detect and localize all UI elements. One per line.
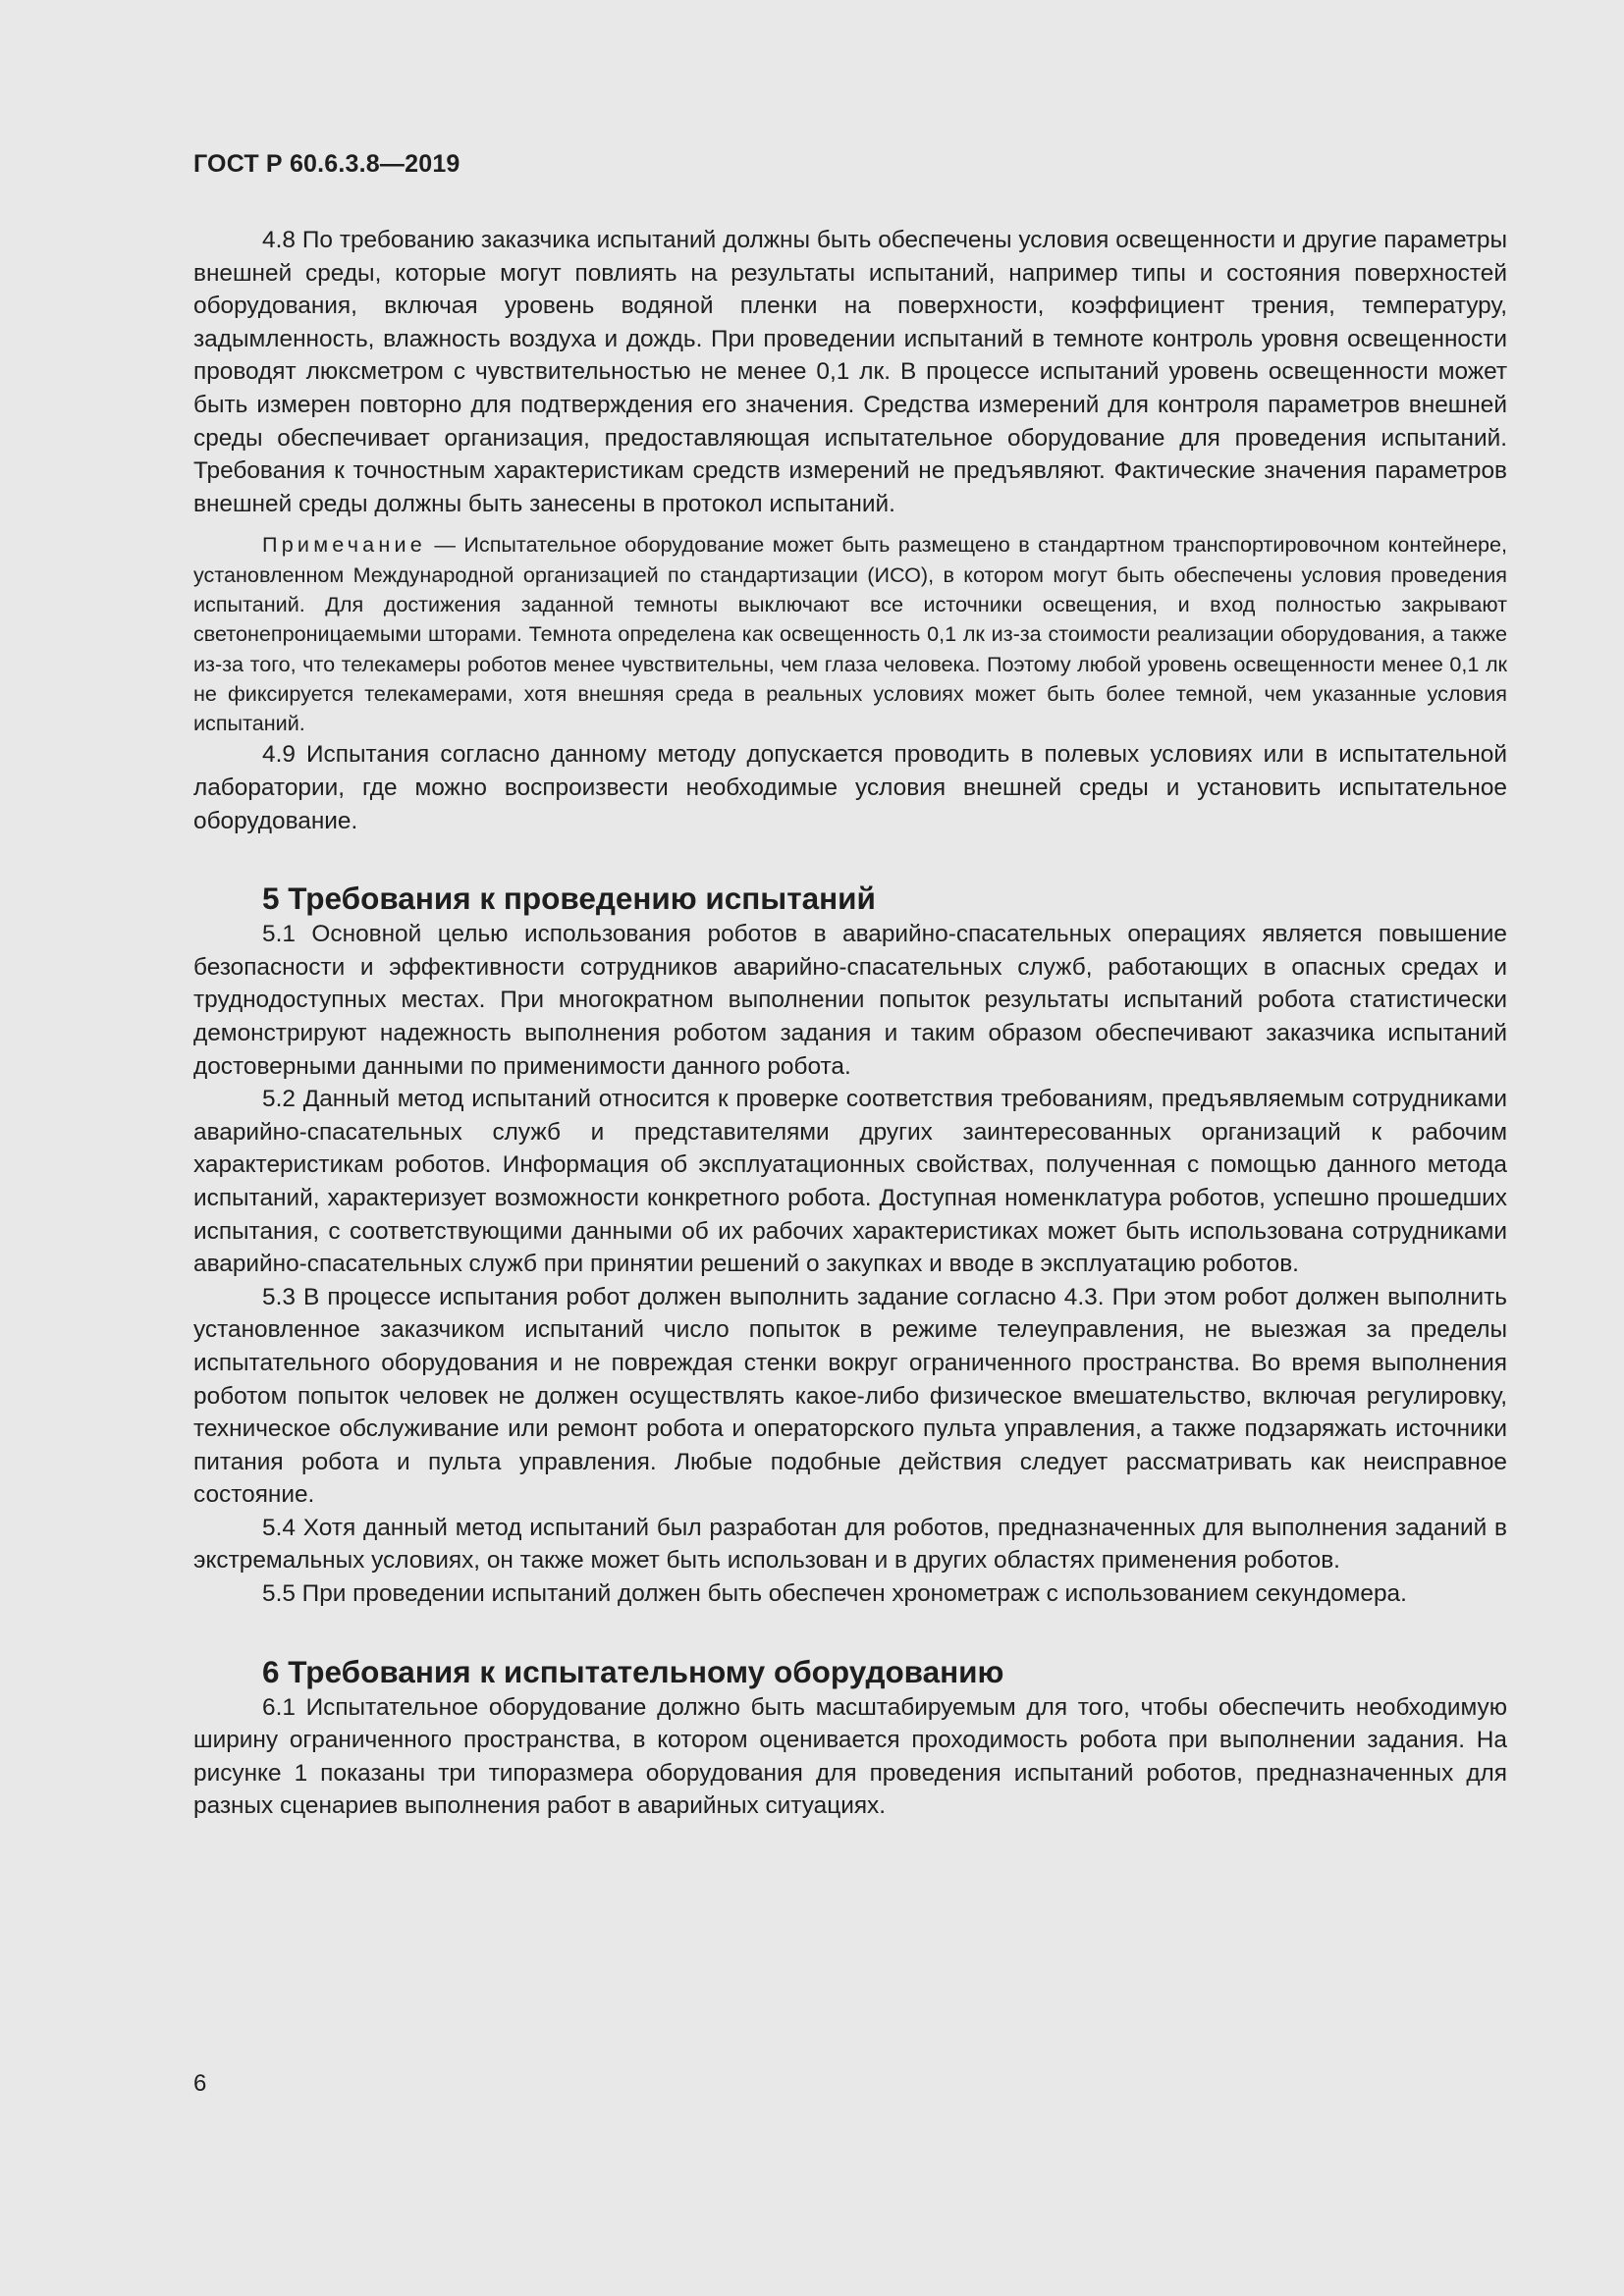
note-label: Примечание [262,532,426,558]
page-number: 6 [193,2070,207,2097]
section-5-heading: 5 Требования к проведению испытаний [262,881,876,917]
document-body [193,224,1507,1823]
paragraph-5-2: 5.2 Данный метод испытаний относится к проверке соответствия требованиям, предъявляемым сотрудниками аварийно-спасательных служб и представителями других заинтересованных организаций к рабочим характеристикам роботов. Информация об эксплуатационных свойствах, полученная с помощью данного метода испытаний, характеризует возможности конкретного робота. Доступная номенклатура роботов, успешно прошедших испытания, с соответствующими данными об их рабочих характеристиках может быть использована сотрудниками аварийно-спасательных служб при принятии решений о закупках и вводе в эксплуатацию роботов. [193,1086,1507,1278]
paragraph-5-4: 5.4 Хотя данный метод испытаний был разработан для роботов, предназначенных для выполнения заданий в экстремальных условиях, он также может быть использован и в других областях применения роботов. [193,1514,1507,1575]
paragraph-4-9: 4.9 Испытания согласно данному методу допускается проводить в полевых условиях или в испытательной лаборатории, где можно воспроизвести необходимые условия внешней среды и установить испытательное оборудование. [193,741,1507,834]
paragraph-6-1: 6.1 Испытательное оборудование должно быть масштабируемым для того, чтобы обеспечить необходимую ширину ограниченного пространства, в котором оценивается проходимость робота при выполнении задания. На рисунке 1 показаны три типоразмера оборудования для проведения испытаний роботов, предназначенных для разных сценариев выполнения работ в аварийных ситуациях. [193,1693,1507,1820]
paragraph-5-5: 5.5 При проведении испытаний должен быть обеспечен хронометраж с использованием секундомера. [262,1580,1407,1608]
paragraph-5-3: 5.3 В процессе испытания робот должен выполнить задание согласно 4.3. При этом робот должен выполнить установленное заказчиком испытаний число попыток в режиме телеуправления, не выезжая за пределы испытательного оборудования и не повреждая стенки вокруг ограниченного пространства. Во время выполнения роботом попыток человек не должен осуществлять какое-либо физическое вмешательство, включая регулировку, техническое обслуживание или ремонт робота и операторского пульта управления, а также подзаряжать источники питания робота и пульта управления. Любые подобные действия следует рассматривать как неисправное состояние. [193,1283,1507,1509]
note [193,530,1507,738]
document-code: ГОСТ Р 60.6.3.8—2019 [193,150,460,178]
paragraph-4-8: 4.8 По требованию заказчика испытаний должны быть обеспечены условия освещенности и другие параметры внешней среды, которые могут повлиять на результаты испытаний, например типы и состояния поверхностей оборудования, включая уровень водяной пленки на поверхности, коэффициент трения, температуру, задымленность, влажность воздуха и дождь. При проведении испытаний в темноте контроль уровня освещенности проводят люксметром с чувствительностью не менее 0,1 лк. В процессе испытаний уровень освещенности может быть измерен повторно для подтверждения его значения. Средства измерений для контроля параметров внешней среды обеспечивает организация, предоставляющая испытательное оборудование для проведения испытаний. Требования к точностным характеристикам средств измерений не предъявляют. Фактические значения параметров внешней среды должны быть занесены в протокол испытаний. [193,227,1507,517]
paragraph-5-1: 5.1 Основной целью использования роботов в аварийно-спасательных операциях является повышение безопасности и эффективности сотрудников аварийно-спасательных служб, работающих в опасных средах и труднодоступных местах. При многократном выполнении попыток результаты испытаний робота статистически демонстрируют надежность выполнения роботом задания и таким образом обеспечивают заказчика испытаний достоверными данными по применимости данного робота. [193,921,1507,1080]
section-6-heading: 6 Требования к испытательному оборудованию [262,1653,1004,1689]
note-text: — Испытательное оборудование может быть размещено в стандартном транспортировочном контейнере, установленном Международной организацией по стандартизации (ИСО), в котором могут быть обеспечены условия проведения испытаний. Для достижения заданной темноты выключают все источники освещения, и вход полностью закрывают светонепроницаемыми шторами. Темнота определена как освещенность 0,1 лк из-за стоимости реализации оборудования, а также из-за того, что телекамеры роботов менее чувствительны, чем глаза человека. Поэтому любой уровень освещенности менее 0,1 лк не фиксируется телекамерами, хотя внешняя среда в реальных условиях может быть более темной, чем указанные условия испытаний. [193,532,1507,736]
